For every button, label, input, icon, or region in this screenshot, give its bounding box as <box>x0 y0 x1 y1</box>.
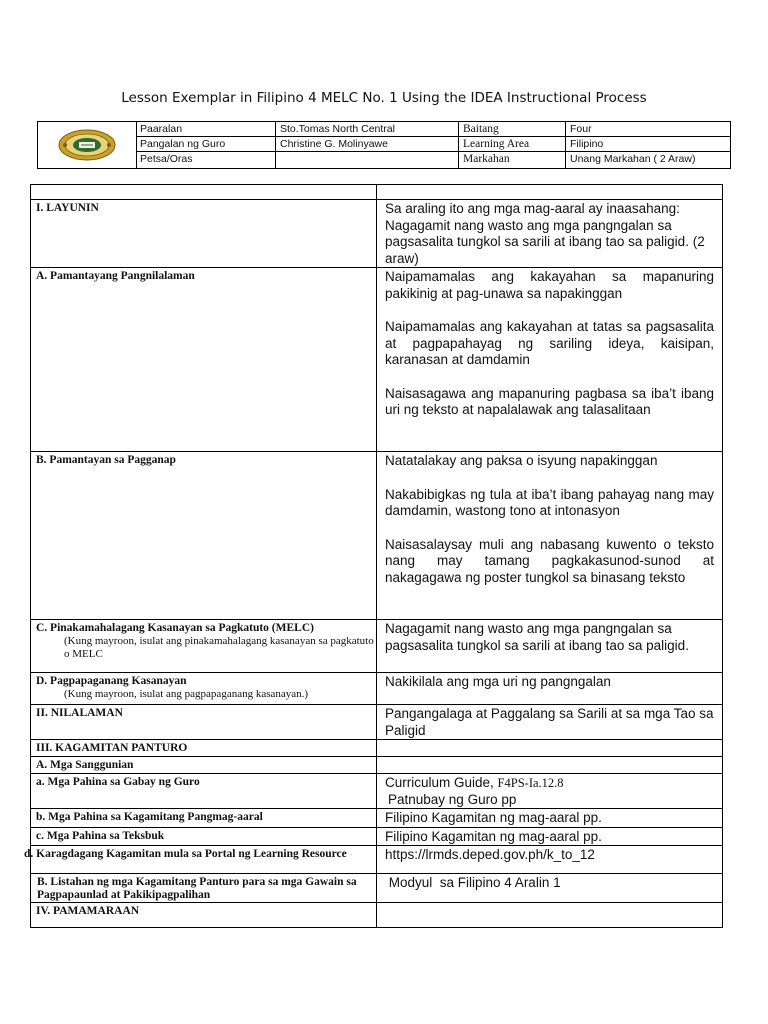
table-row-portal <box>31 846 723 874</box>
pamantayang-pangnilalaman-text <box>377 268 723 452</box>
table-row-pagpapaganang <box>31 673 723 705</box>
area-label: Learning Area <box>459 137 566 152</box>
table-row-kagamitan <box>31 740 723 757</box>
sanggunian-label: A. Mga Sanggunian <box>31 757 377 774</box>
pagpapaganang-cell <box>31 673 377 705</box>
melc-sub: (Kung mayroon, isulat ang pinakamahalagang kasanayan sa pagkatuto o MELC <box>64 635 374 660</box>
school-value: Sto.Tomas North Central <box>276 122 459 137</box>
grade-value: Four <box>566 122 730 137</box>
pangnilalaman-p3: Naisasagawa ang mapanuring pagbasa sa iba’t ibang uri ng teksto at napalalawak ang talasalitaan <box>385 385 714 417</box>
melc-label: C. Pinakamahalagang Kasanayan sa Pagkatuto (MELC) <box>36 622 314 634</box>
pamantayan-pagganap-label: B. Pamantayan sa Pagganap <box>31 452 377 620</box>
table-row-teksbuk <box>31 827 723 846</box>
table-row-layunin <box>31 200 723 268</box>
pagpapaganang-sub: (Kung mayroon, isulat ang pagpapaganang kasanayan.) <box>64 688 309 700</box>
layunin-label: I. LAYUNIN <box>31 200 377 268</box>
pamamaraan-label: IV. PAMAMARAAN <box>31 903 377 928</box>
pangnilalaman-p1: Naipamamalas ang kakayahan sa mapanuring pakikinig at pag-unawa sa napakinggan <box>385 269 714 301</box>
lesson-table <box>24 184 723 928</box>
layunin-text: Sa araling ito ang mga mag-aaral ay inaasahang: Nagagamit nang wasto ang mga pangngalan sa pagsasalita tungkol sa sarili at ibang tao sa paligid. (2 araw) <box>377 200 723 268</box>
date-label: Petsa/Oras <box>136 152 276 168</box>
gabay-text <box>377 774 723 809</box>
gabay-label: a. Mga Pahina sa Gabay ng Guro <box>31 774 377 809</box>
pagpapaganang-label: D. Pagpapaganang Kasanayan <box>36 675 187 687</box>
table-row-kagamitang-mag-aaral <box>31 809 723 828</box>
teksbuk-label: c. Mga Pahina sa Teksbuk <box>31 827 377 846</box>
document-title: Lesson Exemplar in Filipino 4 MELC No. 1 Using the IDEA Instructional Process <box>121 90 647 106</box>
pagganap-p2: Nakabibigkas ng tula at iba’t ibang pahayag nang may damdamin, wastong tono at intonasyon <box>385 486 714 518</box>
table-row-pamantayang-pangnilalaman <box>31 268 723 452</box>
nilalaman-text: Pangangalaga at Paggalang sa Sarili at sa mga Tao sa Paligid <box>377 705 723 740</box>
table-row-nilalaman <box>31 705 723 740</box>
table-row-sanggunian <box>31 757 723 774</box>
pangnilalaman-p2: Naipamamalas ang kakayahan at tatas sa pagsasalita at pagpapahayag ng sariling ideya, kaisipan, karanasan at damdamin <box>385 319 714 367</box>
table-row-pamamaraan <box>31 903 723 928</box>
table-row-listahan <box>31 874 723 903</box>
kagamitang-mag-aaral-label: b. Mga Pahina sa Kagamitang Pangmag-aaral <box>31 809 377 828</box>
melc-cell <box>31 620 377 673</box>
portal-text: https://lrmds.deped.gov.ph/k_to_12 <box>377 846 723 874</box>
table-row-melc <box>31 620 723 673</box>
table-row-blank <box>31 185 723 200</box>
teksbuk-text: Filipino Kagamitan ng mag-aaral pp. <box>377 827 723 846</box>
pagganap-p3: Naisasalaysay muli ang nabasang kuwento o teksto nang may tamang pagkakasunod-sunod at nakagagawa ng poster tungkol sa binasang teksto <box>385 536 714 585</box>
school-seal-icon <box>57 128 117 162</box>
quarter-value: Unang Markahan ( 2 Araw) <box>570 153 696 165</box>
area-value: Filipino <box>566 137 730 152</box>
listahan-label: B. Listahan ng mga Kagamitang Panturo para sa mga Gawain sa Pagpapaunlad at Pakikipagpalihan <box>31 874 377 903</box>
header-table <box>37 121 731 169</box>
date-value <box>276 152 459 168</box>
listahan-text: Modyul sa Filipino 4 Aralin 1 <box>377 874 723 903</box>
teacher-value: Christine G. Molinyawe <box>276 137 459 152</box>
logo-cell <box>38 122 137 168</box>
pamantayang-pangnilalaman-label: A. Pamantayang Pangnilalaman <box>31 268 377 452</box>
kagamitang-mag-aaral-text: Filipino Kagamitan ng mag-aaral pp. <box>377 809 723 828</box>
pamantayan-pagganap-text <box>377 452 723 620</box>
table-row-pamantayan-pagganap <box>31 452 723 620</box>
school-label: Paaralan <box>136 122 276 137</box>
teacher-label: Pangalan ng Guro <box>136 137 276 152</box>
nilalaman-label: II. NILALAMAN <box>31 705 377 740</box>
pagganap-p1: Natatalakay ang paksa o isyung napakinggan <box>385 453 658 468</box>
pagpapaganang-text: Nakikilala ang mga uri ng pangngalan <box>377 673 723 705</box>
gabay-line2: Patnubay ng Guro pp <box>388 791 517 807</box>
table-row-gabay <box>31 774 723 809</box>
grade-label: Baitang <box>459 122 566 137</box>
portal-label: d. Karagdagang Kagamitan mula sa Portal ng Learning Resource <box>31 846 377 874</box>
kagamitan-label: III. KAGAMITAN PANTURO <box>31 740 377 757</box>
quarter-label: Markahan <box>459 152 566 168</box>
gabay-line1b: F4PS-Ia.12.8 <box>497 776 564 790</box>
melc-text: Nagagamit nang wasto ang mga pangngalan sa pagsasalita tungkol sa sarili at ibang tao sa paligid. <box>377 620 723 673</box>
gabay-line1a: Curriculum Guide, <box>385 775 498 790</box>
